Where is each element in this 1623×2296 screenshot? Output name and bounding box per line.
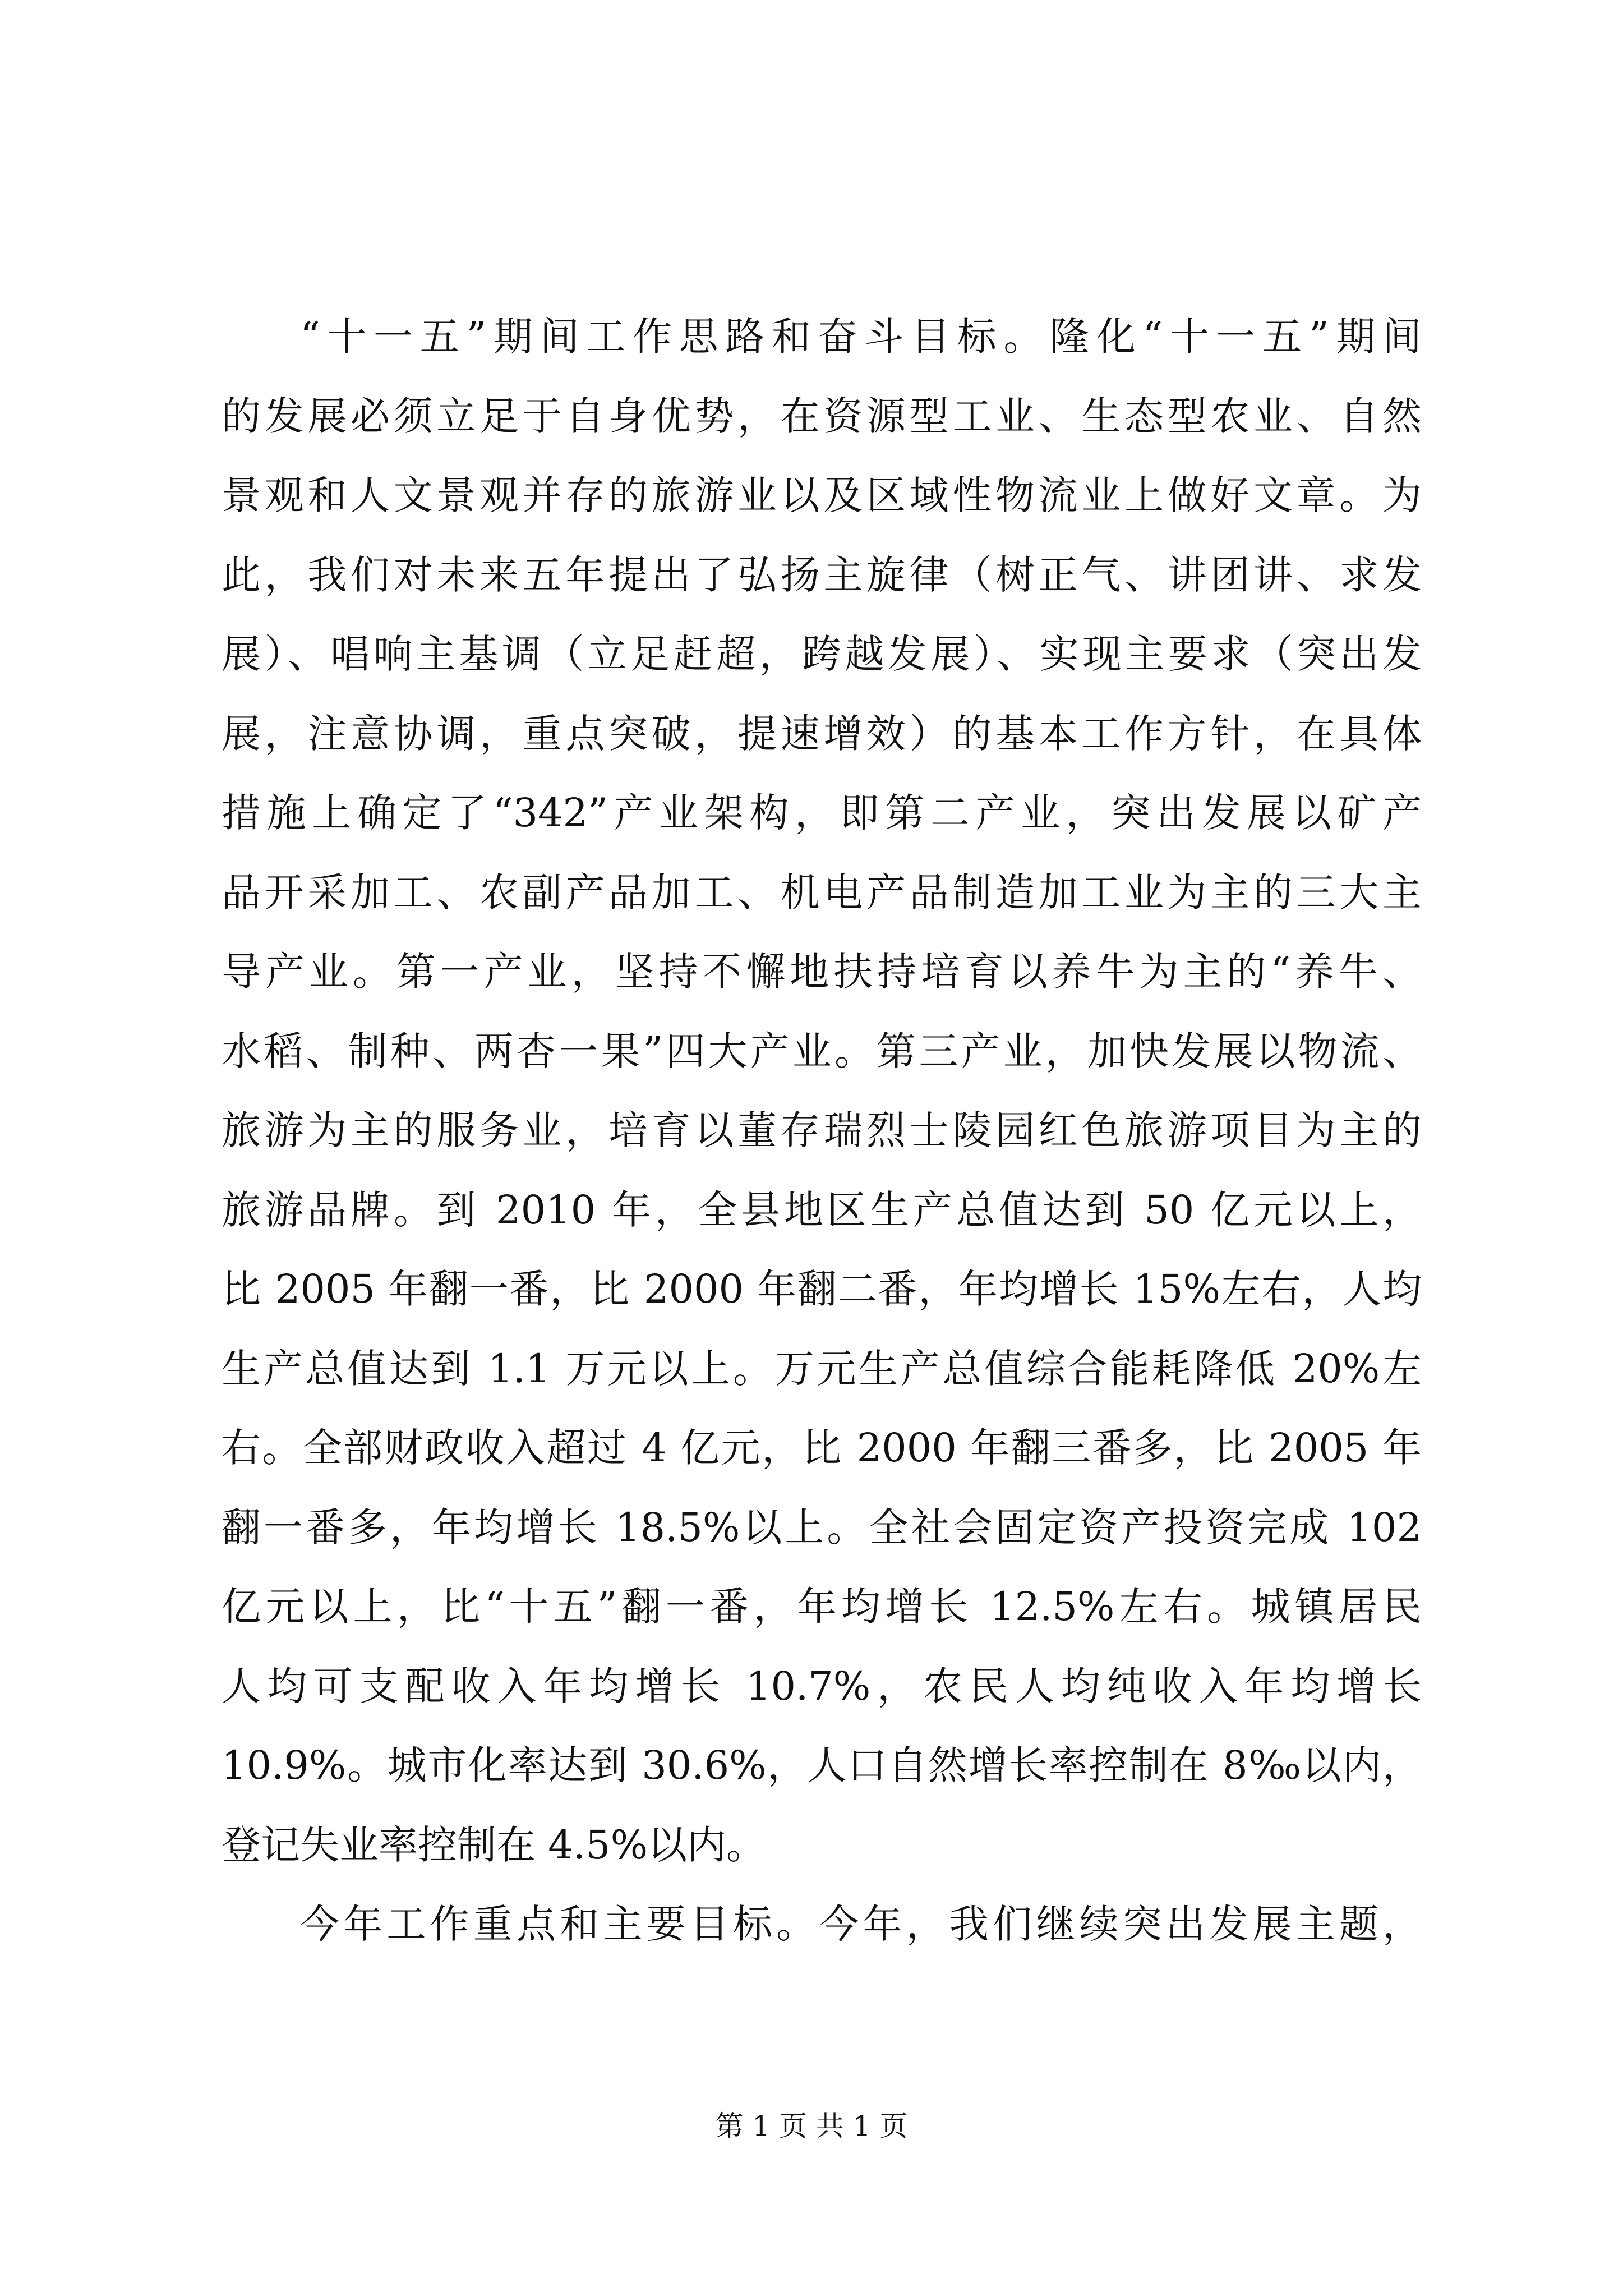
text-line: 旅游品牌。到 2010 年，全县地区生产总值达到 50 亿元以上， xyxy=(222,1186,1422,1233)
text-line: 展）、唱响主基调（立足赶超，跨越发展）、实现主要求（突出发 xyxy=(222,631,1422,677)
text-line: 今年工作重点和主要目标。今年，我们继续突出发展主题， xyxy=(300,1901,1422,1947)
body-text xyxy=(222,297,1422,1964)
text-line: 措施上确定了“342”产业架构，即第二产业，突出发展以矿产 xyxy=(222,790,1422,836)
text-line: 亿元以上，比“十五”翻一番，年均增长 12.5%左右。城镇居民 xyxy=(222,1584,1422,1630)
page-number-footer: 第 1 页 共 1 页 xyxy=(715,2110,908,2142)
text-line: 水稻、制种、两杏一果”四大产业。第三产业，加快发展以物流、 xyxy=(222,1028,1422,1074)
text-line: 品开采加工、农副产品加工、机电产品制造加工业为主的三大主 xyxy=(222,869,1422,915)
text-line: 右。全部财政收入超过 4 亿元，比 2000 年翻三番多，比 2005 年 xyxy=(222,1425,1422,1471)
paragraph-plan-goals xyxy=(222,297,1422,1885)
text-line: 生产总值达到 1.1 万元以上。万元生产总值综合能耗降低 20%左 xyxy=(222,1345,1422,1392)
text-line: 人均可支配收入年均增长 10.7%，农民人均纯收入年均增长 xyxy=(222,1663,1422,1709)
text-line: “十一五”期间工作思路和奋斗目标。隆化“十一五”期间 xyxy=(300,314,1422,360)
text-line: 导产业。第一产业，坚持不懈地扶持培育以养牛为主的“养牛、 xyxy=(222,949,1422,995)
text-line: 翻一番多，年均增长 18.5%以上。全社会固定资产投资完成 102 xyxy=(222,1504,1422,1550)
paragraph-this-year xyxy=(222,1885,1422,1964)
text-line: 旅游为主的服务业，培育以董存瑞烈士陵园红色旅游项目为主的 xyxy=(222,1107,1422,1153)
text-line: 登记失业率控制在 4.5%以内。 xyxy=(222,1821,766,1868)
text-line: 的发展必须立足于自身优势，在资源型工业、生态型农业、自然 xyxy=(222,393,1422,439)
text-line: 10.9%。城市化率达到 30.6%，人口自然增长率控制在 8‰以内， xyxy=(222,1742,1422,1788)
text-line: 景观和人文景观并存的旅游业以及区域性物流业上做好文章。为 xyxy=(222,472,1422,518)
text-line: 展，注意协调，重点突破，提速增效）的基本工作方针，在具体 xyxy=(222,710,1422,757)
text-line: 比 2005 年翻一番，比 2000 年翻二番，年均增长 15%左右，人均 xyxy=(222,1266,1422,1312)
text-line: 此，我们对未来五年提出了弘扬主旋律（树正气、讲团讲、求发 xyxy=(222,551,1422,598)
